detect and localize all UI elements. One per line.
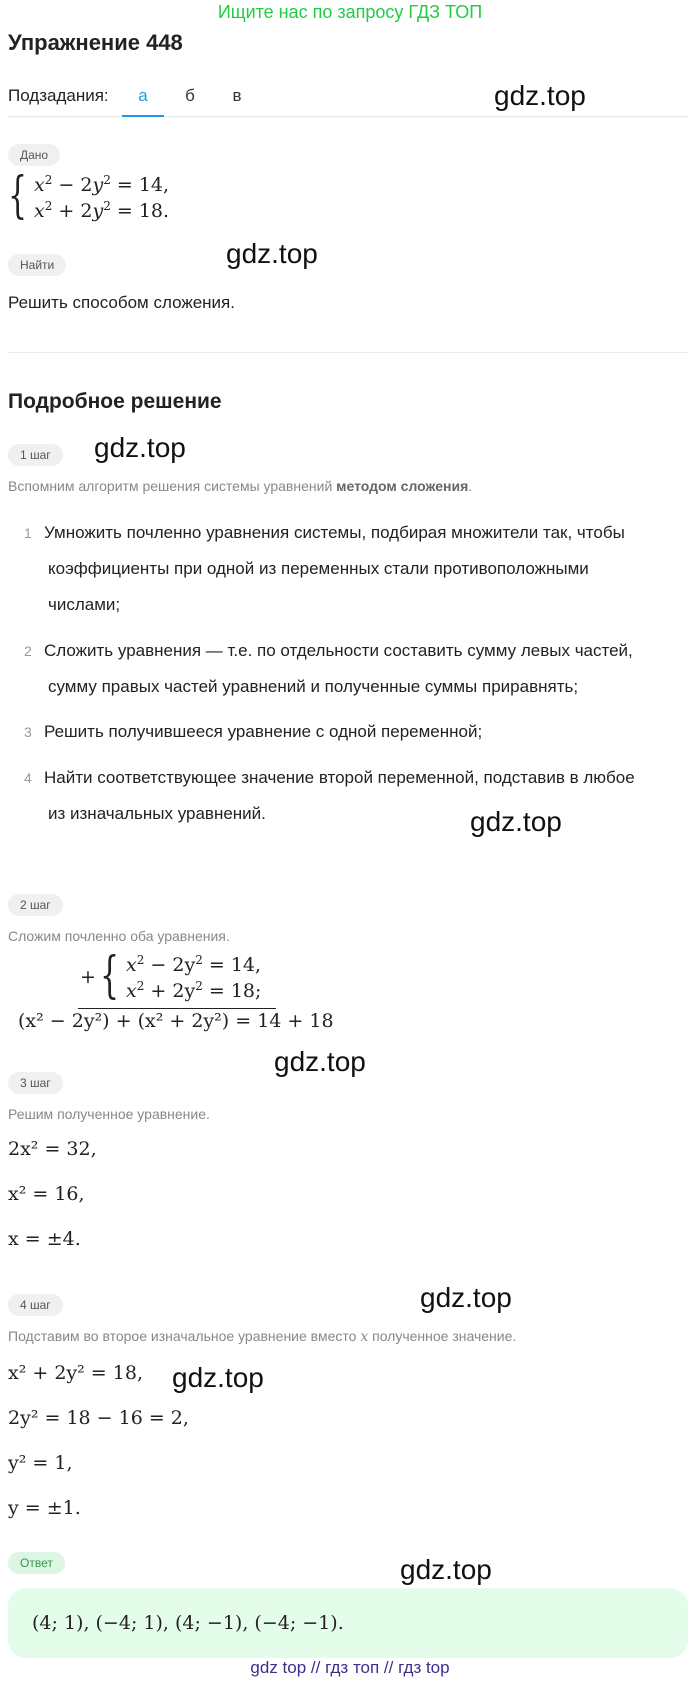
- list-number: 2: [24, 643, 32, 659]
- list-number: 4: [24, 770, 32, 786]
- step3-line: x² = 16,: [8, 1183, 85, 1205]
- list-number: 3: [24, 724, 32, 740]
- system-brace: {: [8, 166, 28, 224]
- list-item: Умножить почленно уравнения системы, подбирая множители так, чтобы: [44, 523, 625, 542]
- list-item: Сложить уравнения — т.е. по отдельности составить сумму левых частей,: [44, 641, 633, 660]
- given-tag: Дано: [8, 144, 60, 166]
- divider: [8, 352, 688, 353]
- step2-tag: 2 шаг: [8, 894, 63, 916]
- answer-text: (4; 1), (−4; 1), (4; −1), (−4; −1).: [32, 1612, 344, 1634]
- step4-line: 2y² = 18 − 16 = 2,: [8, 1407, 189, 1429]
- list-item: Найти соответствующее значение второй переменной, подставив в любое: [44, 768, 635, 787]
- sum-line: [78, 1008, 276, 1009]
- step4-line: x² + 2y² = 18,: [8, 1362, 143, 1384]
- step2-eq2: $x^2 + 2y^2 = 18$;: [126, 979, 262, 1002]
- watermark: gdz.top: [470, 806, 562, 837]
- answer-box: [8, 1588, 688, 1658]
- solution-heading: Подробное решение: [8, 390, 222, 413]
- step2-sum: (x² − 2y²) + (x² + 2y²) = 14 + 18: [18, 1010, 334, 1032]
- step3-line: x = ±4.: [8, 1228, 81, 1250]
- list-item-cont: числами;: [48, 595, 121, 614]
- page-title: Упражнение 448: [8, 30, 183, 55]
- step1-intro: Вспомним алгоритм решения системы уравнений методом сложения.: [8, 478, 473, 494]
- tab-a[interactable]: а: [122, 84, 164, 117]
- step4-line: y = ±1.: [8, 1497, 81, 1519]
- plus-sign: +: [80, 966, 96, 988]
- step2-intro: Сложим почленно оба уравнения.: [8, 928, 230, 944]
- system-brace: {: [100, 946, 120, 1004]
- given-eq1: $x^2 - 2y^2 = 14$,: [34, 173, 170, 196]
- watermark: gdz.top: [172, 1362, 264, 1393]
- watermark: gdz.top: [94, 432, 186, 463]
- list-item-cont: из изначальных уравнений.: [48, 804, 266, 823]
- answer-tag: Ответ: [8, 1552, 65, 1574]
- watermark: gdz.top: [494, 80, 586, 111]
- list-number: 1: [24, 525, 32, 541]
- watermark: gdz.top: [420, 1282, 512, 1313]
- step3-line: 2x² = 32,: [8, 1138, 97, 1160]
- list-item-cont: сумму правых частей уравнений и полученные суммы приравнять;: [48, 677, 579, 696]
- subtasks-bar: [8, 84, 688, 117]
- step2-eq1: $x^2 - 2y^2 = 14$,: [126, 953, 262, 976]
- tab-b[interactable]: б: [185, 86, 195, 105]
- watermark: gdz.top: [400, 1554, 492, 1585]
- list-item-cont: коэффициенты при одной из переменных стали противоположными: [48, 559, 589, 578]
- given-eq2: $x^2 + 2y^2 = 18$.: [34, 199, 170, 222]
- step4-line: y² = 1,: [8, 1452, 73, 1474]
- find-tag: Найти: [8, 254, 66, 276]
- step3-tag: 3 шаг: [8, 1072, 63, 1094]
- tab-v[interactable]: в: [232, 86, 242, 105]
- step1-tag: 1 шаг: [8, 444, 63, 466]
- step3-intro: Решим полученное уравнение.: [8, 1106, 210, 1122]
- search-banner: Ищите нас по запросу ГДЗ ТОП: [217, 2, 483, 22]
- step4-tag: 4 шаг: [8, 1294, 63, 1316]
- watermark: gdz.top: [226, 238, 318, 269]
- find-text: Решить способом сложения.: [8, 293, 235, 312]
- footer-links[interactable]: gdz top // гдз топ // гдз top: [250, 1658, 450, 1677]
- list-item: Решить получившееся уравнение с одной переменной;: [44, 722, 483, 741]
- subtasks-label: Подзадания:: [8, 86, 109, 105]
- step4-intro: Подставим во второе изначальное уравнение вместо x полученное значение.: [8, 1328, 517, 1345]
- watermark: gdz.top: [274, 1046, 366, 1077]
